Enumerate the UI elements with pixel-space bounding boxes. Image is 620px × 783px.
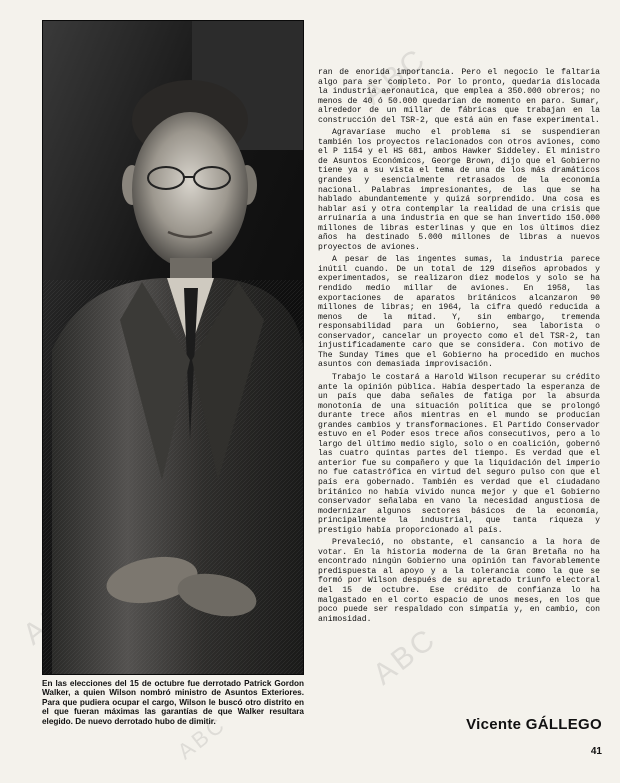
portrait-photo bbox=[42, 20, 304, 675]
page-number: 41 bbox=[590, 746, 602, 757]
watermark: ABC bbox=[367, 621, 444, 692]
watermark: ABC bbox=[357, 41, 434, 112]
portrait-illustration bbox=[42, 20, 304, 675]
author-byline: Vicente GÁLLEGO bbox=[466, 716, 602, 733]
article-paragraph: Agravaríase mucho el problema si se suspendieran también los proyectos relacionados con otros aviones, como el P 1154 y el HS 681, ambos Hawker Siddeley. El ministro de Asuntos Económicos, George Brown, dijo que el Gobierno tiene ya a su vista el tema de una de los más dramáticos grandes y esencialmente retrasados de la economía nacional. Palabras impresionantes, de las que se ha hablado abundantemente y quizá sorprendido. Una cosa es hablar así y otra contemplar la realidad de una crisis que arruinaría a una industria en que se han invertido 150.000 millones de libras esterlinas y que en los últimos diez años ha destinado 5.000 millones de libras a nuevos proyectos de aviones. bbox=[318, 128, 600, 252]
article-paragraph: A pesar de las ingentes sumas, la industria parece inútil cuando. De un total de 129 diseños aprobados y experimentados, se realizaron diez modelos y solo se ha rendido medio millar de aviones. En 1958, las exportaciones de aparatos británicos alcanzaron 90 millones de libras; en 1964, la cifra quedó reducida a menos de la mitad. Y, sin embargo, tremenda responsabilidad para un Gobierno, sea laborista o conservador, cancelar un proyecto como el del TSR-2, tan injustificadamente caro que se considera. Con motivo de The Sunday Times que el Gobierno ha procedido en muchos asuntos con demasiada improvisación. bbox=[318, 255, 600, 370]
article-paragraph: Trabajo le costará a Harold Wilson recuperar su crédito ante la opinión pública. Había despertado la esperanza de un país que daba señales de fatiga por la absurda monotonía de una situación política que se prolongó durante trece años mientras en el mundo se producían grandes cambios y transformaciones. El Partido Conservador estuvo en el Poder esos trece años consecutivos, pero a lo largo del último medio siglo, solo o en coalición, gobernó las cuatro quintas partes del tiempo. Es verdad que el anterior fue su compañero y que la liquidación del imperio no fue catastrófica en virtud del seguro pulso con que el país era gobernado. También es verdad que el ciudadano británico no había vivido nunca mejor y que el Gobierno conservador señalaba en vano la necesidad angustiosa de modernizar algunos sectores básicos de la economía, principalmente la industrial, que tanta riqueza y prestigio había proporcionado al país. bbox=[318, 372, 600, 535]
article-paragraph: Prevaleció, no obstante, el cansancio a la hora de votar. En la historia moderna de la Gran Bretaña no ha encontrado ningún Gobierno una opinión tan favorablemente predispuesta al apoyo y a la tolerancia como la que se formó por Wilson después de su apretado triunfo electoral del 15 de octubre. Ese crédito de confianza lo ha malgastado en el corto espacio de unos meses, en los que poco puede ser respaldado con simpatía y, en cambio, con animosidad. bbox=[318, 538, 600, 624]
watermark: ABC bbox=[172, 711, 231, 765]
article-body bbox=[318, 68, 600, 627]
photo-caption: En las elecciones del 15 de octubre fue derrotado Patrick Gordon Walker, a quien Wilson nombró ministro de Asuntos Exteriores. Para que pudiera ocupar el cargo, Wilson le buscó otro distrito en el que fueran máximas las garantías de que Walker resultara elegido. De nuevo derrotado hubo de dimitir. bbox=[42, 679, 304, 726]
article-paragraph: ran de enorida importancia. Pero el negocio le faltaria algo para ser completo. Por lo pronto, quedaria dislocada la industria aeronautica, que emplea a 350.000 obreros; no menos de 40 ó 50.000 quedarían de momento en paro. Sumar, alrededor de un millar de fábricas que trabajan en la construcción del TSR-2, que está aún en fase experimental. bbox=[318, 68, 600, 125]
